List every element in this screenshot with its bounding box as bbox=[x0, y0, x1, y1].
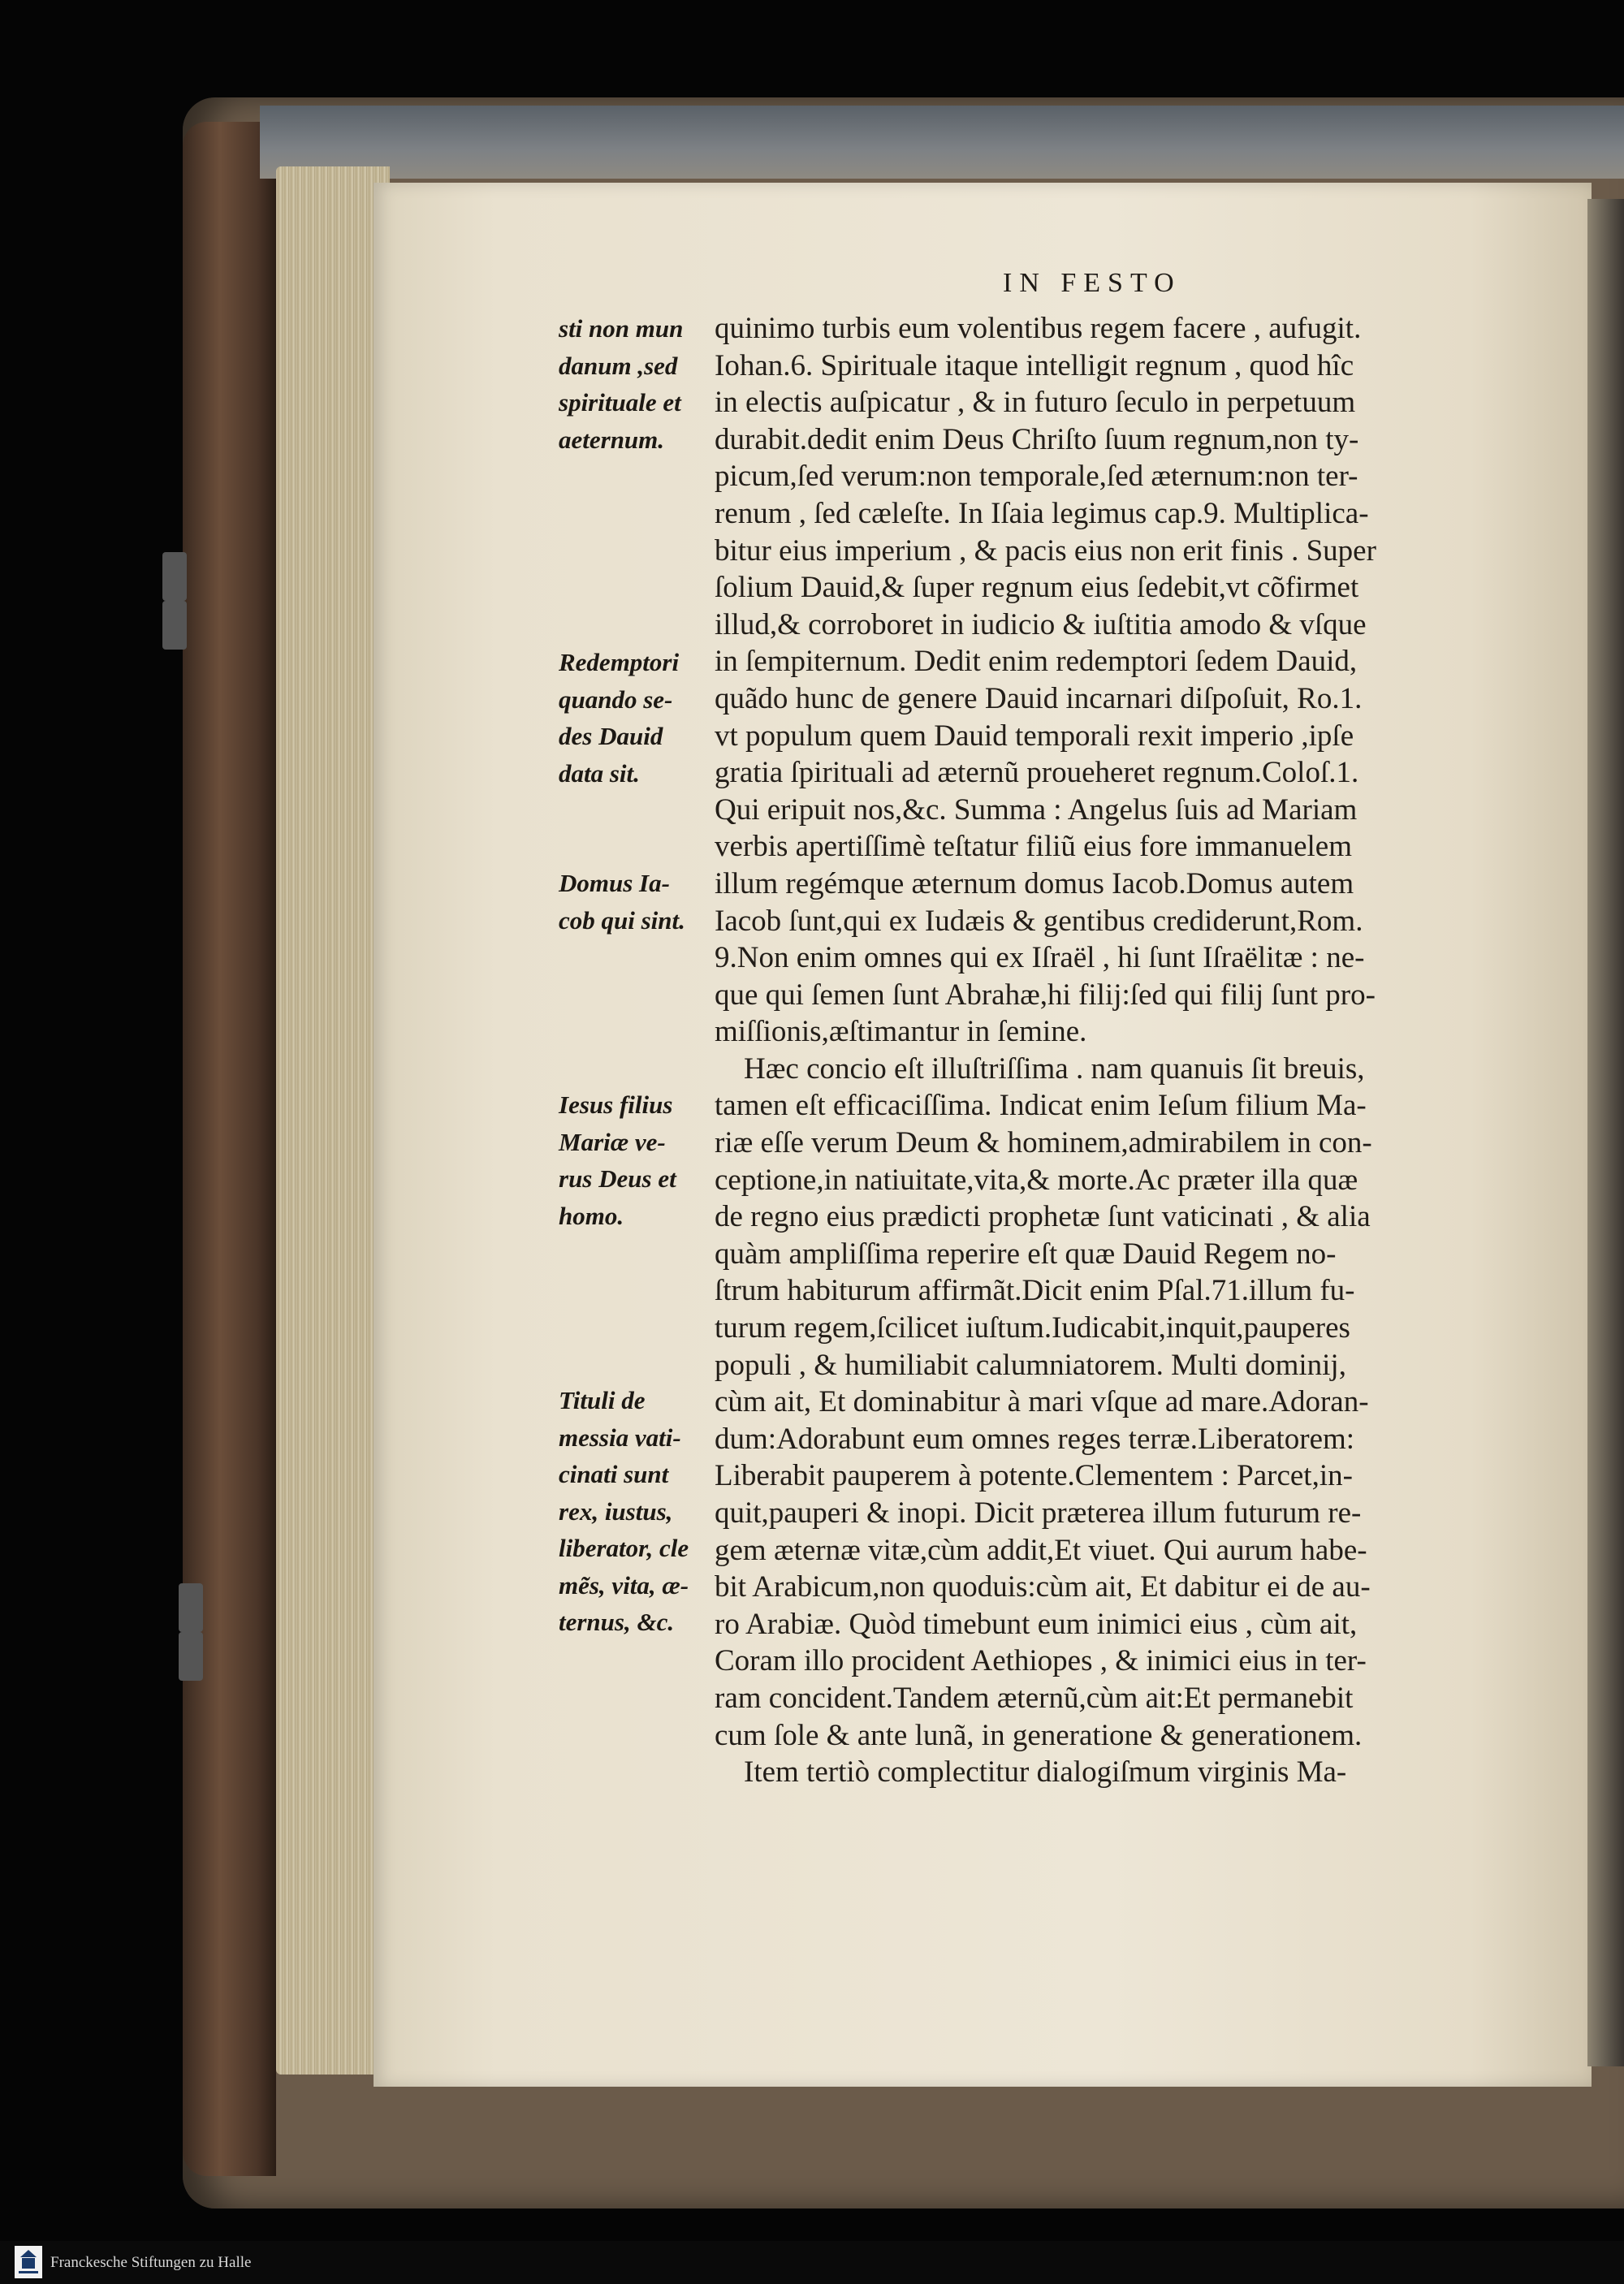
clasp bbox=[162, 552, 187, 601]
clasp bbox=[162, 601, 187, 650]
text-line: quàm ampliſſima reperire eſt quæ Dauid Regem no- bbox=[715, 1237, 1337, 1271]
text-line: populi , & humiliabit calumniatorem. Multi dominij, bbox=[715, 1348, 1346, 1382]
library-name: Franckesche Stiftungen zu Halle bbox=[50, 2254, 252, 2271]
library-logo-icon bbox=[15, 2246, 42, 2278]
main-text bbox=[715, 310, 1486, 1791]
margin-note: Tituli de messia vati- cinati sunt rex, iustus, liberator, cle mẽs, vita, æ- ternus, &c. bbox=[559, 1386, 689, 1636]
text-line: Coram illo procident Aethiopes , & inimici eius in ter- bbox=[715, 1644, 1367, 1678]
text-line: picum,ſed verum:non temporale,ſed æternum:non ter- bbox=[715, 460, 1358, 494]
text-line: renum , ſed cæleſte. In Iſaia legimus cap.9. Multiplica- bbox=[715, 496, 1369, 530]
page-edges bbox=[276, 166, 390, 2075]
text-line: gem æternæ vitæ,cùm addit,Et viuet. Qui aurum habe- bbox=[715, 1533, 1367, 1567]
text-line: ſtrum habiturum affirmãt.Dicit enim Pſal.71.illum fu- bbox=[715, 1274, 1355, 1308]
text-line: dum:Adorabunt eum omnes reges terræ.Liberatorem: bbox=[715, 1422, 1355, 1456]
text-line: ram concident.Tandem æternũ,cùm ait:Et permanebit bbox=[715, 1681, 1354, 1715]
text-line: Liberabit pauperem à potente.Clementem : Parcet,in- bbox=[715, 1459, 1353, 1493]
text-line: in ſempiternum. Dedit enim redemptori ſedem Dauid, bbox=[715, 645, 1358, 679]
text-line: ceptione,in natiuitate,vita,& morte.Ac præter illa quæ bbox=[715, 1163, 1358, 1197]
text-line: de regno eius prædicti prophetæ ſunt vaticinati , & alia bbox=[715, 1200, 1371, 1234]
text-line: Qui eripuit nos,&c. Summa : Angelus ſuis ad Mariam bbox=[715, 792, 1358, 827]
text-line: que qui ſemen ſunt Abrahæ,hi filij:ſed qui filij ſunt pro- bbox=[715, 978, 1376, 1012]
book-spine bbox=[183, 122, 276, 2176]
text-line: illud,& corroboret in iudicio & iuſtitia amodo & vſque bbox=[715, 607, 1367, 641]
margin-note: Iesus filius Mariæ ve- rus Deus et homo. bbox=[559, 1090, 676, 1230]
text-line: turum regem,ſcilicet iuſtum.Iudicabit,inquit,pauperes bbox=[715, 1311, 1350, 1345]
text-line: bitur eius imperium , & pacis eius non erit finis . Super bbox=[715, 533, 1376, 568]
book-board-top bbox=[260, 106, 1624, 179]
gutter-shadow bbox=[1587, 199, 1624, 2066]
margin-note: sti non mun danum ,sed spirituale et aeternum. bbox=[559, 314, 684, 454]
text-line: illum regémque æternum domus Iacob.Domus autem bbox=[715, 866, 1354, 900]
text-line: quinimo turbis eum volentibus regem facere , aufugit. bbox=[715, 312, 1362, 345]
text-line: ro Arabiæ. Quòd timebunt eum inimici eius , cùm ait, bbox=[715, 1607, 1358, 1641]
clasp bbox=[179, 1583, 203, 1632]
text-line: ſolium Dauid,& ſuper regnum eius ſedebit,vt cõfirmet bbox=[715, 571, 1359, 605]
text-line: quit,pauperi & inopi. Dicit præterea illum futurum re- bbox=[715, 1496, 1362, 1530]
text-line: tamen eſt efficaciſſima. Indicat enim Ieſum filium Ma- bbox=[715, 1089, 1367, 1123]
text-line: durabit.dedit enim Deus Chriſto ſuum regnum,non ty- bbox=[715, 422, 1359, 456]
running-head: IN FESTO bbox=[1003, 268, 1181, 298]
clasp bbox=[179, 1632, 203, 1681]
text-line: vt populum quem Dauid temporali rexit imperio ,ipſe bbox=[715, 719, 1354, 753]
text-line: riæ eſſe verum Deum & hominem,admirabilem in con- bbox=[715, 1126, 1372, 1160]
text-line: cum ſole & ante lunã, in generatione & generationem. bbox=[715, 1718, 1363, 1752]
text-line: 9.Non enim omnes qui ex Iſraël , hi ſunt Iſraëlitæ : ne- bbox=[715, 941, 1365, 975]
text-line: Iacob ſunt,qui ex Iudæis & gentibus crediderunt,Rom. bbox=[715, 904, 1363, 938]
text-line: cùm ait, Et dominabitur à mari vſque ad mare.Adoran- bbox=[715, 1385, 1369, 1419]
text-line: in electis auſpicatur , & in futuro ſeculo in perpetuum bbox=[715, 386, 1356, 420]
margin-note: Redemptori quando se- des Dauid data sit. bbox=[559, 648, 680, 788]
text-line: Hæc concio eſt illuſtriſſima . nam quanuis ſit breuis, bbox=[744, 1051, 1365, 1086]
text-line: quãdo hunc de genere Dauid incarnari diſpoſuit, Ro.1. bbox=[715, 681, 1363, 715]
text-line: Item tertiò complectitur dialogiſmum virginis Ma- bbox=[744, 1755, 1347, 1790]
text-line: bit Arabicum,non quoduis:cùm ait, Et dabitur ei de au- bbox=[715, 1570, 1371, 1604]
text-line: Iohan.6. Spirituale itaque intelligit regnum , quod hîc bbox=[715, 348, 1354, 382]
margin-note: Domus Ia- cob qui sint. bbox=[559, 869, 685, 935]
text-line: gratia ſpirituali ad æternũ proueheret regnum.Coloſ.1. bbox=[715, 756, 1359, 790]
text-line: miſſionis,æſtimantur in ſemine. bbox=[715, 1015, 1087, 1049]
text-line: verbis apertiſſimè teſtatur filiũ eius fore immanuelem bbox=[715, 830, 1352, 864]
